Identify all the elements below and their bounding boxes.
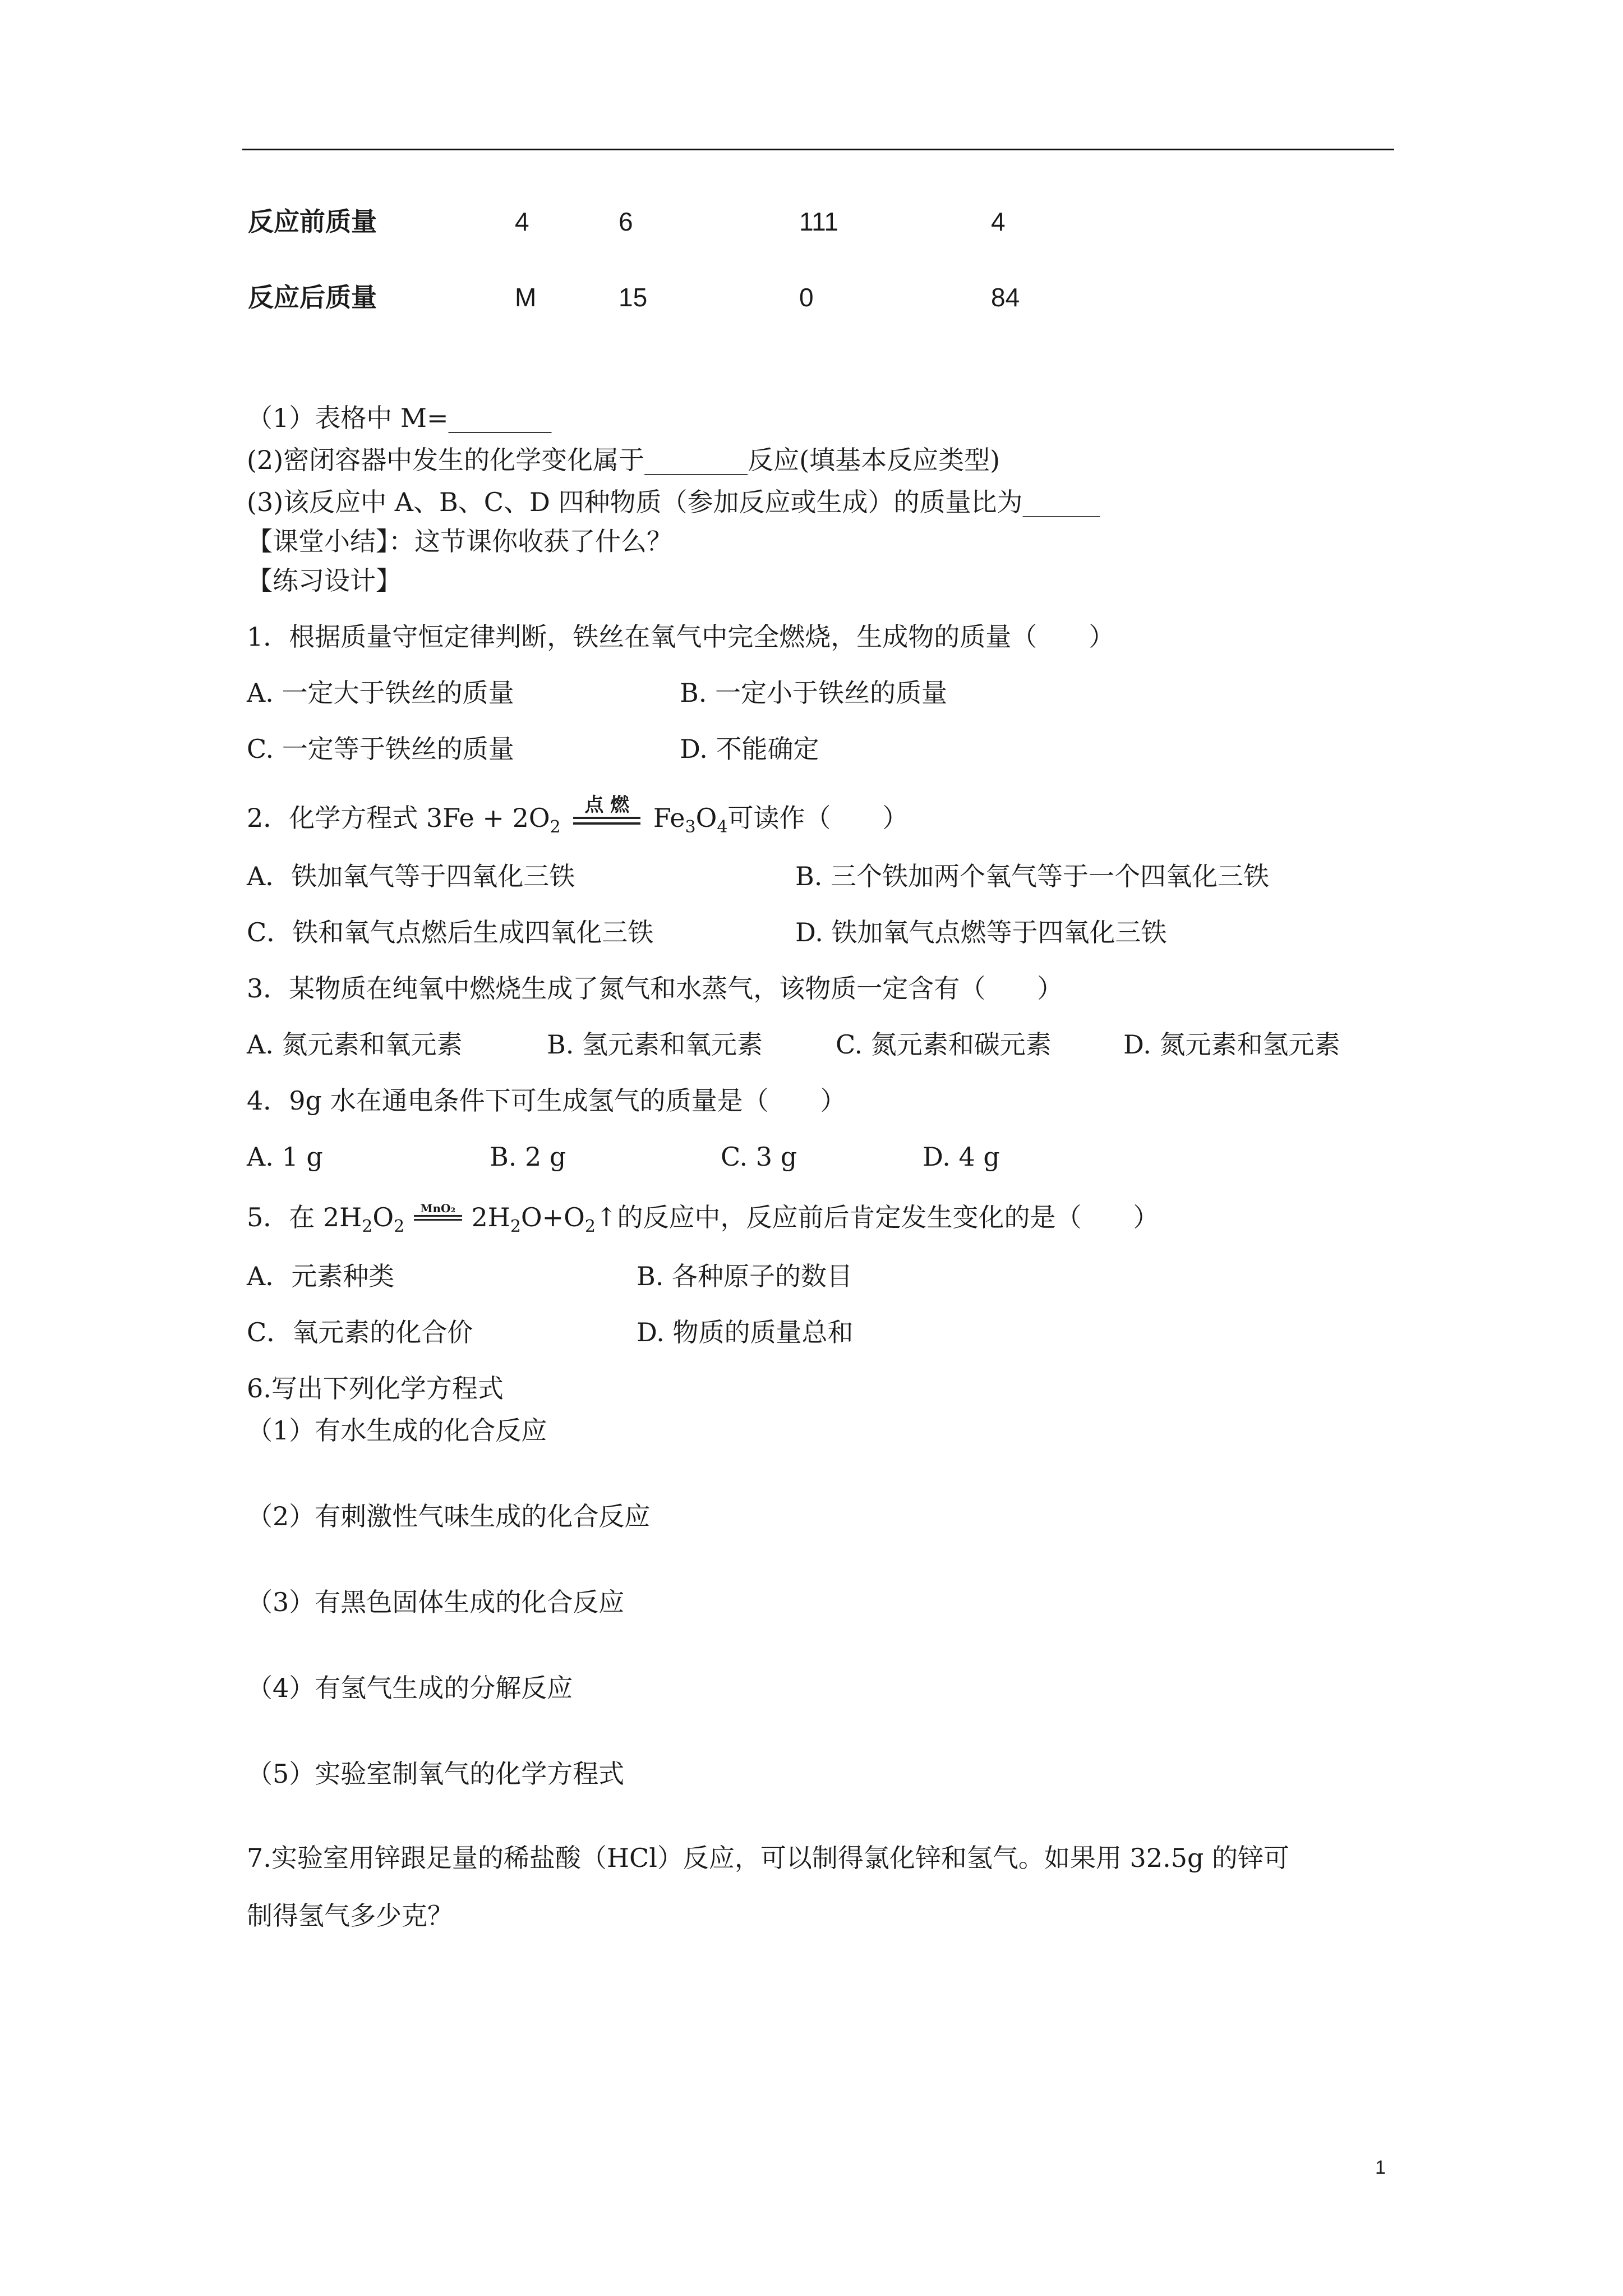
question-stem: 3．某物质在纯氧中燃烧生成了氮气和水蒸气，该物质一定含有（ ） [247,973,1063,1004]
option: A. 一定大于铁丝的质量 [247,678,514,708]
question-stem: 7.实验室用锌跟足量的稀盐酸（HCl）反应，可以制得氯化锌和氢气。如果用 32.5g 的锌可 [247,1843,1290,1873]
option: B. 一定小于铁丝的质量 [680,678,948,708]
question-line: （1）表格中 M=________ [247,403,552,433]
option: B. 2 g [490,1142,566,1172]
sub-question: （4）有氢气生成的分解反应 [247,1673,573,1703]
table-cell: 84 [991,283,1020,312]
option: B. 各种原子的数目 [637,1261,853,1291]
header-rule [242,149,1394,150]
question-line: (2)密闭容器中发生的化学变化属于________反应(填基本反应类型) [247,445,1000,475]
section-heading: 【练习设计】 [247,565,402,596]
question-stem: 5．在 $2H_2O_2$ MnO₂ $2H_2O+O_2↑$的反应中，反应前后肯定发生变化的是（ ） [247,1202,1159,1236]
option: C. 一定等于铁丝的质量 [247,734,514,764]
sub-question: （2）有刺激性气味生成的化合反应 [247,1501,651,1531]
option: D. 氮元素和氢元素 [1123,1029,1340,1060]
option: D. 不能确定 [680,734,819,764]
table-row-label: 反应前质量 [248,206,377,237]
question-stem: 4．9g 水在通电条件下可生成氢气的质量是（ ） [247,1085,846,1116]
table-cell: 6 [619,207,633,236]
option: C．铁和氧气点燃后生成四氧化三铁 [247,917,654,947]
sub-question: （3）有黑色固体生成的化合反应 [247,1587,625,1617]
table-cell: 0 [799,283,814,312]
question-stem-continued: 制得氢气多少克？ [247,1901,453,1931]
table-cell: 4 [515,207,529,236]
sub-question: （1）有水生成的化合反应 [247,1415,547,1446]
option: C．氧元素的化合价 [247,1317,473,1347]
reaction-condition-symbol: 点 燃 [573,795,640,825]
table-cell: 15 [619,283,648,312]
table-cell: M [515,283,537,312]
option: C. 氮元素和碳元素 [836,1029,1052,1060]
option: A. 1 g [247,1142,323,1172]
option: B. 三个铁加两个氧气等于一个四氧化三铁 [795,861,1270,891]
option: D. 物质的质量总和 [637,1317,854,1347]
table-cell: 4 [991,207,1006,236]
question-line: (3)该反应中 A、B、C、D 四种物质（参加反应或生成）的质量比为______ [247,487,1100,517]
option: A．铁加氧气等于四氧化三铁 [247,861,575,891]
reaction-condition-symbol: MnO₂ [414,1203,462,1221]
page-number: 1 [1375,2157,1386,2178]
option: C. 3 g [721,1142,797,1172]
option: D. 铁加氧气点燃等于四氧化三铁 [795,917,1167,947]
table-row-label: 反应后质量 [248,282,377,312]
option: A．元素种类 [247,1261,395,1291]
option: B. 氢元素和氧元素 [547,1029,763,1060]
question-stem: 6.写出下列化学方程式 [247,1373,504,1404]
option: A. 氮元素和氧元素 [247,1029,463,1060]
section-heading: 【课堂小结】：这节课你收获了什么？ [247,526,672,556]
option: D. 4 g [923,1142,1000,1172]
question-stem: 2．化学方程式 $3Fe + 2O_2$ 点 燃 $Fe_3O_4$可读作（ ） [247,794,909,837]
table-cell: 111 [799,207,838,236]
question-stem: 1．根据质量守恒定律判断，铁丝在氧气中完全燃烧，生成物的质量（ ） [247,622,1115,652]
sub-question: （5）实验室制氧气的化学方程式 [247,1759,625,1789]
